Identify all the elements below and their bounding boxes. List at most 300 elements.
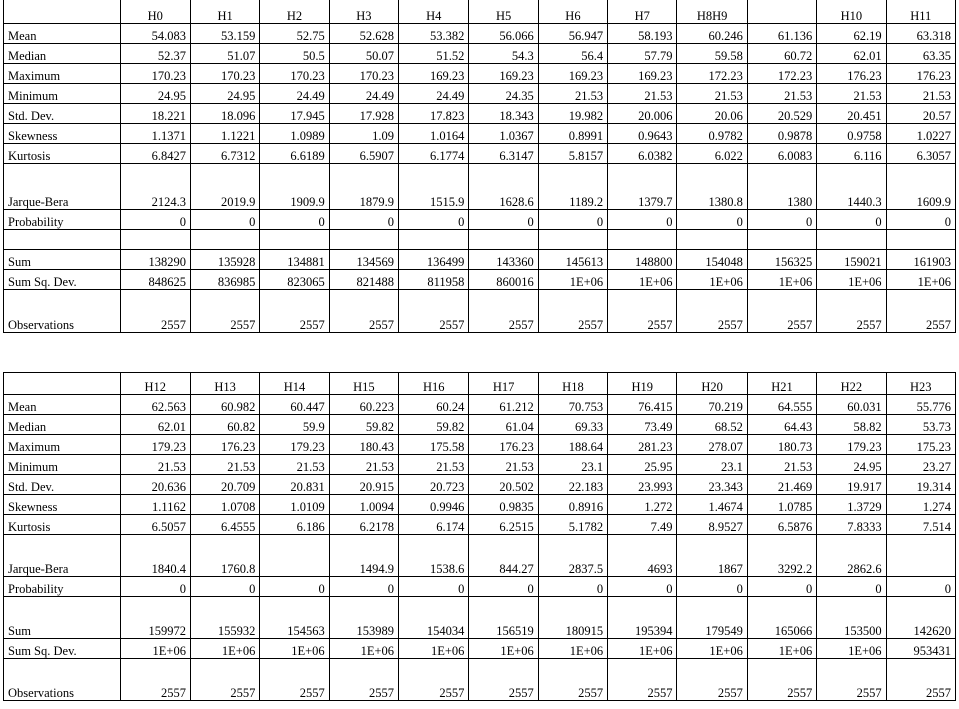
value-cell: 161903 xyxy=(886,250,955,270)
value-cell xyxy=(538,230,607,250)
value-cell: 6.2178 xyxy=(329,515,398,535)
row-label: Kurtosis xyxy=(4,144,121,164)
value-cell: 61.136 xyxy=(747,24,816,44)
value-cell: 21.53 xyxy=(747,455,816,475)
table-row xyxy=(4,639,956,659)
value-cell: 1379.7 xyxy=(608,164,677,210)
value-cell: 20.636 xyxy=(120,475,190,495)
table-row xyxy=(4,290,956,333)
row-label: Skewness xyxy=(4,495,121,515)
value-cell: 56.947 xyxy=(538,24,607,44)
value-cell: 54.3 xyxy=(469,44,538,64)
value-cell: 24.95 xyxy=(817,455,886,475)
value-cell: 60.447 xyxy=(260,395,329,415)
value-cell: 22.183 xyxy=(538,475,607,495)
value-cell: 17.928 xyxy=(329,104,398,124)
value-cell: 2019.9 xyxy=(190,164,259,210)
value-cell: 6.116 xyxy=(817,144,886,164)
value-cell: 1879.9 xyxy=(329,164,398,210)
value-cell: 154563 xyxy=(260,597,329,639)
table-row xyxy=(4,124,956,144)
value-cell: 2557 xyxy=(190,659,259,701)
table-row xyxy=(4,475,956,495)
value-cell: 1E+06 xyxy=(817,639,886,659)
value-cell: 64.43 xyxy=(747,415,816,435)
value-cell: 145613 xyxy=(538,250,607,270)
row-label: Minimum xyxy=(4,455,121,475)
value-cell: 0 xyxy=(886,210,955,230)
value-cell: 836985 xyxy=(190,270,259,290)
table-row xyxy=(4,210,956,230)
value-cell: 52.37 xyxy=(120,44,190,64)
value-cell: 21.53 xyxy=(677,84,747,104)
value-cell xyxy=(469,230,538,250)
value-cell: 1E+06 xyxy=(608,270,677,290)
value-cell: 8.9527 xyxy=(677,515,747,535)
value-cell: 2557 xyxy=(886,290,955,333)
row-label: Minimum xyxy=(4,84,121,104)
value-cell: 281.23 xyxy=(608,435,677,455)
value-cell: 188.64 xyxy=(538,435,607,455)
table-row xyxy=(4,230,956,250)
value-cell: 6.5876 xyxy=(747,515,816,535)
value-cell: 20.709 xyxy=(190,475,259,495)
value-cell: 1.09 xyxy=(329,124,398,144)
value-cell: 1515.9 xyxy=(399,164,469,210)
value-cell: 59.9 xyxy=(260,415,329,435)
column-header: H0 xyxy=(120,0,190,24)
value-cell: 0.9946 xyxy=(399,495,469,515)
value-cell: 169.23 xyxy=(538,64,607,84)
value-cell: 0 xyxy=(747,577,816,597)
value-cell: 24.95 xyxy=(190,84,259,104)
value-cell: 1440.3 xyxy=(817,164,886,210)
table-row xyxy=(4,435,956,455)
column-header: H5 xyxy=(469,0,538,24)
value-cell: 1.274 xyxy=(886,495,955,515)
value-cell: 6.186 xyxy=(260,515,329,535)
value-cell: 2557 xyxy=(538,290,607,333)
value-cell: 6.7312 xyxy=(190,144,259,164)
column-header: H15 xyxy=(329,373,398,395)
value-cell: 7.8333 xyxy=(817,515,886,535)
value-cell: 24.35 xyxy=(469,84,538,104)
value-cell: 170.23 xyxy=(120,64,190,84)
value-cell: 1760.8 xyxy=(190,535,259,577)
value-cell: 0 xyxy=(260,577,329,597)
value-cell: 59.58 xyxy=(677,44,747,64)
value-cell: 59.82 xyxy=(399,415,469,435)
column-header: H4 xyxy=(399,0,469,24)
value-cell: 159972 xyxy=(120,597,190,639)
value-cell: 17.945 xyxy=(260,104,329,124)
value-cell: 2557 xyxy=(608,290,677,333)
value-cell: 20.502 xyxy=(469,475,538,495)
value-cell: 20.723 xyxy=(399,475,469,495)
value-cell: 50.07 xyxy=(329,44,398,64)
value-cell: 58.82 xyxy=(817,415,886,435)
value-cell: 1.1371 xyxy=(120,124,190,144)
value-cell: 20.451 xyxy=(817,104,886,124)
column-header: H16 xyxy=(399,373,469,395)
value-cell: 68.52 xyxy=(677,415,747,435)
value-cell: 55.776 xyxy=(886,395,955,415)
value-cell: 1.0785 xyxy=(747,495,816,515)
value-cell: 0 xyxy=(329,577,398,597)
value-cell: 1E+06 xyxy=(677,270,747,290)
value-cell: 53.159 xyxy=(190,24,259,44)
value-cell: 179.23 xyxy=(260,435,329,455)
value-cell: 6.8427 xyxy=(120,144,190,164)
value-cell: 6.0083 xyxy=(747,144,816,164)
value-cell: 1E+06 xyxy=(260,639,329,659)
row-label: Mean xyxy=(4,24,121,44)
value-cell: 2557 xyxy=(260,659,329,701)
value-cell: 156519 xyxy=(469,597,538,639)
value-cell: 17.823 xyxy=(399,104,469,124)
value-cell: 76.415 xyxy=(608,395,677,415)
value-cell: 61.212 xyxy=(469,395,538,415)
value-cell: 2557 xyxy=(329,659,398,701)
value-cell: 1.1162 xyxy=(120,495,190,515)
table-row xyxy=(4,577,956,597)
value-cell: 59.82 xyxy=(329,415,398,435)
value-cell: 1609.9 xyxy=(886,164,955,210)
column-header: H6 xyxy=(538,0,607,24)
value-cell: 60.223 xyxy=(329,395,398,415)
value-cell xyxy=(608,230,677,250)
value-cell: 180.73 xyxy=(747,435,816,455)
header-row xyxy=(4,373,956,395)
value-cell: 1189.2 xyxy=(538,164,607,210)
value-cell: 1494.9 xyxy=(329,535,398,577)
value-cell: 154034 xyxy=(399,597,469,639)
value-cell: 154048 xyxy=(677,250,747,270)
value-cell: 7.514 xyxy=(886,515,955,535)
column-header: H1 xyxy=(190,0,259,24)
value-cell: 18.096 xyxy=(190,104,259,124)
row-label: Observations xyxy=(4,290,121,333)
value-cell: 0.9643 xyxy=(608,124,677,144)
value-cell: 848625 xyxy=(120,270,190,290)
value-cell: 134569 xyxy=(329,250,398,270)
column-header: H3 xyxy=(329,0,398,24)
value-cell: 0 xyxy=(120,577,190,597)
value-cell xyxy=(260,230,329,250)
value-cell: 23.1 xyxy=(677,455,747,475)
value-cell: 23.1 xyxy=(538,455,607,475)
value-cell: 62.01 xyxy=(120,415,190,435)
value-cell: 1380.8 xyxy=(677,164,747,210)
value-cell: 844.27 xyxy=(469,535,538,577)
value-cell xyxy=(399,230,469,250)
value-cell: 170.23 xyxy=(190,64,259,84)
value-cell: 6.6189 xyxy=(260,144,329,164)
value-cell: 2557 xyxy=(399,290,469,333)
value-cell: 1E+06 xyxy=(538,270,607,290)
value-cell: 2124.3 xyxy=(120,164,190,210)
value-cell: 176.23 xyxy=(190,435,259,455)
value-cell: 138290 xyxy=(120,250,190,270)
value-cell: 1.0094 xyxy=(329,495,398,515)
value-cell: 73.49 xyxy=(608,415,677,435)
value-cell: 53.73 xyxy=(886,415,955,435)
column-header: H11 xyxy=(886,0,955,24)
row-label: Skewness xyxy=(4,124,121,144)
value-cell: 2557 xyxy=(747,659,816,701)
value-cell: 62.563 xyxy=(120,395,190,415)
table-row xyxy=(4,659,956,701)
value-cell: 60.982 xyxy=(190,395,259,415)
value-cell: 0 xyxy=(120,210,190,230)
value-cell: 170.23 xyxy=(260,64,329,84)
value-cell: 2557 xyxy=(677,290,747,333)
value-cell: 169.23 xyxy=(608,64,677,84)
value-cell: 2557 xyxy=(329,290,398,333)
value-cell: 7.49 xyxy=(608,515,677,535)
value-cell: 23.343 xyxy=(677,475,747,495)
table-row xyxy=(4,597,956,639)
row-label: Sum Sq. Dev. xyxy=(4,270,121,290)
value-cell: 0 xyxy=(329,210,398,230)
value-cell: 0 xyxy=(399,210,469,230)
value-cell xyxy=(747,230,816,250)
value-cell: 20.06 xyxy=(677,104,747,124)
value-cell: 1.0227 xyxy=(886,124,955,144)
value-cell: 24.49 xyxy=(329,84,398,104)
row-label: Probability xyxy=(4,210,121,230)
value-cell: 61.04 xyxy=(469,415,538,435)
value-cell: 60.24 xyxy=(399,395,469,415)
value-cell: 821488 xyxy=(329,270,398,290)
value-cell xyxy=(886,230,955,250)
value-cell: 20.006 xyxy=(608,104,677,124)
value-cell: 1.0109 xyxy=(260,495,329,515)
table-row xyxy=(4,164,956,210)
value-cell: 1538.6 xyxy=(399,535,469,577)
table-row xyxy=(4,455,956,475)
value-cell: 176.23 xyxy=(469,435,538,455)
value-cell xyxy=(190,230,259,250)
table-row xyxy=(4,270,956,290)
value-cell: 169.23 xyxy=(399,64,469,84)
value-cell: 20.529 xyxy=(747,104,816,124)
value-cell: 811958 xyxy=(399,270,469,290)
value-cell: 21.53 xyxy=(817,84,886,104)
value-cell: 20.915 xyxy=(329,475,398,495)
value-cell: 0 xyxy=(190,577,259,597)
table2-body xyxy=(4,373,956,701)
value-cell: 2557 xyxy=(120,659,190,701)
value-cell: 21.53 xyxy=(399,455,469,475)
value-cell: 70.753 xyxy=(538,395,607,415)
value-cell: 56.4 xyxy=(538,44,607,64)
value-cell: 52.628 xyxy=(329,24,398,44)
value-cell: 1E+06 xyxy=(817,270,886,290)
value-cell: 1.0367 xyxy=(469,124,538,144)
value-cell xyxy=(120,230,190,250)
value-cell: 2557 xyxy=(190,290,259,333)
value-cell: 179.23 xyxy=(817,435,886,455)
column-header xyxy=(747,0,816,24)
column-header: H10 xyxy=(817,0,886,24)
table-row xyxy=(4,415,956,435)
value-cell: 62.19 xyxy=(817,24,886,44)
table-row xyxy=(4,144,956,164)
column-header: H13 xyxy=(190,373,259,395)
table-row xyxy=(4,24,956,44)
value-cell: 195394 xyxy=(608,597,677,639)
value-cell: 176.23 xyxy=(817,64,886,84)
value-cell: 0 xyxy=(677,210,747,230)
header-row xyxy=(4,0,956,24)
value-cell: 6.4555 xyxy=(190,515,259,535)
value-cell: 19.982 xyxy=(538,104,607,124)
value-cell: 165066 xyxy=(747,597,816,639)
value-cell: 278.07 xyxy=(677,435,747,455)
value-cell xyxy=(260,535,329,577)
value-cell: 21.53 xyxy=(260,455,329,475)
value-cell: 823065 xyxy=(260,270,329,290)
column-header: H20 xyxy=(677,373,747,395)
value-cell: 0.8991 xyxy=(538,124,607,144)
value-cell: 50.5 xyxy=(260,44,329,64)
value-cell: 1E+06 xyxy=(538,639,607,659)
row-label: Median xyxy=(4,44,121,64)
value-cell: 6.1774 xyxy=(399,144,469,164)
value-cell: 153500 xyxy=(817,597,886,639)
value-cell: 1E+06 xyxy=(399,639,469,659)
value-cell: 0 xyxy=(817,577,886,597)
value-cell: 1E+06 xyxy=(747,270,816,290)
value-cell: 69.33 xyxy=(538,415,607,435)
value-cell: 20.831 xyxy=(260,475,329,495)
value-cell: 19.917 xyxy=(817,475,886,495)
value-cell: 23.993 xyxy=(608,475,677,495)
row-label: Probability xyxy=(4,577,121,597)
value-cell: 6.5907 xyxy=(329,144,398,164)
value-cell: 1867 xyxy=(677,535,747,577)
value-cell: 21.469 xyxy=(747,475,816,495)
value-cell: 0 xyxy=(747,210,816,230)
value-cell: 5.1782 xyxy=(538,515,607,535)
value-cell: 0 xyxy=(399,577,469,597)
table-row xyxy=(4,250,956,270)
value-cell: 0 xyxy=(538,210,607,230)
row-label: Jarque-Bera xyxy=(4,535,121,577)
value-cell: 24.49 xyxy=(260,84,329,104)
row-label: Median xyxy=(4,415,121,435)
value-cell: 3292.2 xyxy=(747,535,816,577)
row-label: Observations xyxy=(4,659,121,701)
value-cell: 143360 xyxy=(469,250,538,270)
column-header: H19 xyxy=(608,373,677,395)
value-cell: 53.382 xyxy=(399,24,469,44)
row-label: Sum xyxy=(4,250,121,270)
value-cell: 6.174 xyxy=(399,515,469,535)
value-cell: 2557 xyxy=(747,290,816,333)
value-cell: 135928 xyxy=(190,250,259,270)
column-header: H18 xyxy=(538,373,607,395)
value-cell: 0 xyxy=(190,210,259,230)
value-cell: 156325 xyxy=(747,250,816,270)
value-cell: 180.43 xyxy=(329,435,398,455)
stats-table-h12-h23 xyxy=(3,372,956,701)
value-cell: 2862.6 xyxy=(817,535,886,577)
value-cell: 24.49 xyxy=(399,84,469,104)
value-cell: 21.53 xyxy=(469,455,538,475)
value-cell: 953431 xyxy=(886,639,955,659)
value-cell: 0 xyxy=(538,577,607,597)
value-cell: 1.272 xyxy=(608,495,677,515)
value-cell: 175.58 xyxy=(399,435,469,455)
value-cell: 6.3147 xyxy=(469,144,538,164)
value-cell: 1909.9 xyxy=(260,164,329,210)
row-label: Std. Dev. xyxy=(4,104,121,124)
value-cell: 2557 xyxy=(608,659,677,701)
value-cell: 6.3057 xyxy=(886,144,955,164)
value-cell: 21.53 xyxy=(190,455,259,475)
value-cell: 58.193 xyxy=(608,24,677,44)
value-cell: 136499 xyxy=(399,250,469,270)
corner-cell xyxy=(4,0,121,24)
value-cell: 1E+06 xyxy=(190,639,259,659)
value-cell: 0 xyxy=(677,577,747,597)
table-row xyxy=(4,44,956,64)
value-cell xyxy=(677,230,747,250)
value-cell: 0 xyxy=(608,210,677,230)
value-cell: 0.9878 xyxy=(747,124,816,144)
value-cell: 21.53 xyxy=(886,84,955,104)
value-cell: 1.3729 xyxy=(817,495,886,515)
row-label xyxy=(4,230,121,250)
value-cell: 2557 xyxy=(120,290,190,333)
value-cell: 172.23 xyxy=(747,64,816,84)
value-cell: 54.083 xyxy=(120,24,190,44)
table-row xyxy=(4,535,956,577)
value-cell: 6.022 xyxy=(677,144,747,164)
value-cell: 21.53 xyxy=(608,84,677,104)
value-cell: 6.0382 xyxy=(608,144,677,164)
value-cell: 1.0164 xyxy=(399,124,469,144)
table-row xyxy=(4,64,956,84)
value-cell: 63.318 xyxy=(886,24,955,44)
value-cell: 172.23 xyxy=(677,64,747,84)
value-cell: 1E+06 xyxy=(608,639,677,659)
value-cell: 18.343 xyxy=(469,104,538,124)
value-cell: 2557 xyxy=(817,659,886,701)
value-cell: 1840.4 xyxy=(120,535,190,577)
value-cell: 60.246 xyxy=(677,24,747,44)
value-cell: 0 xyxy=(469,577,538,597)
value-cell: 2557 xyxy=(260,290,329,333)
column-header: H8H9 xyxy=(677,0,747,24)
value-cell: 56.066 xyxy=(469,24,538,44)
value-cell: 51.07 xyxy=(190,44,259,64)
value-cell xyxy=(886,535,955,577)
value-cell: 134881 xyxy=(260,250,329,270)
value-cell: 1E+06 xyxy=(886,270,955,290)
value-cell: 169.23 xyxy=(469,64,538,84)
column-header: H21 xyxy=(747,373,816,395)
table-row xyxy=(4,515,956,535)
value-cell: 1E+06 xyxy=(329,639,398,659)
value-cell: 2557 xyxy=(399,659,469,701)
value-cell: 20.57 xyxy=(886,104,955,124)
value-cell: 2557 xyxy=(817,290,886,333)
value-cell: 159021 xyxy=(817,250,886,270)
value-cell: 52.75 xyxy=(260,24,329,44)
